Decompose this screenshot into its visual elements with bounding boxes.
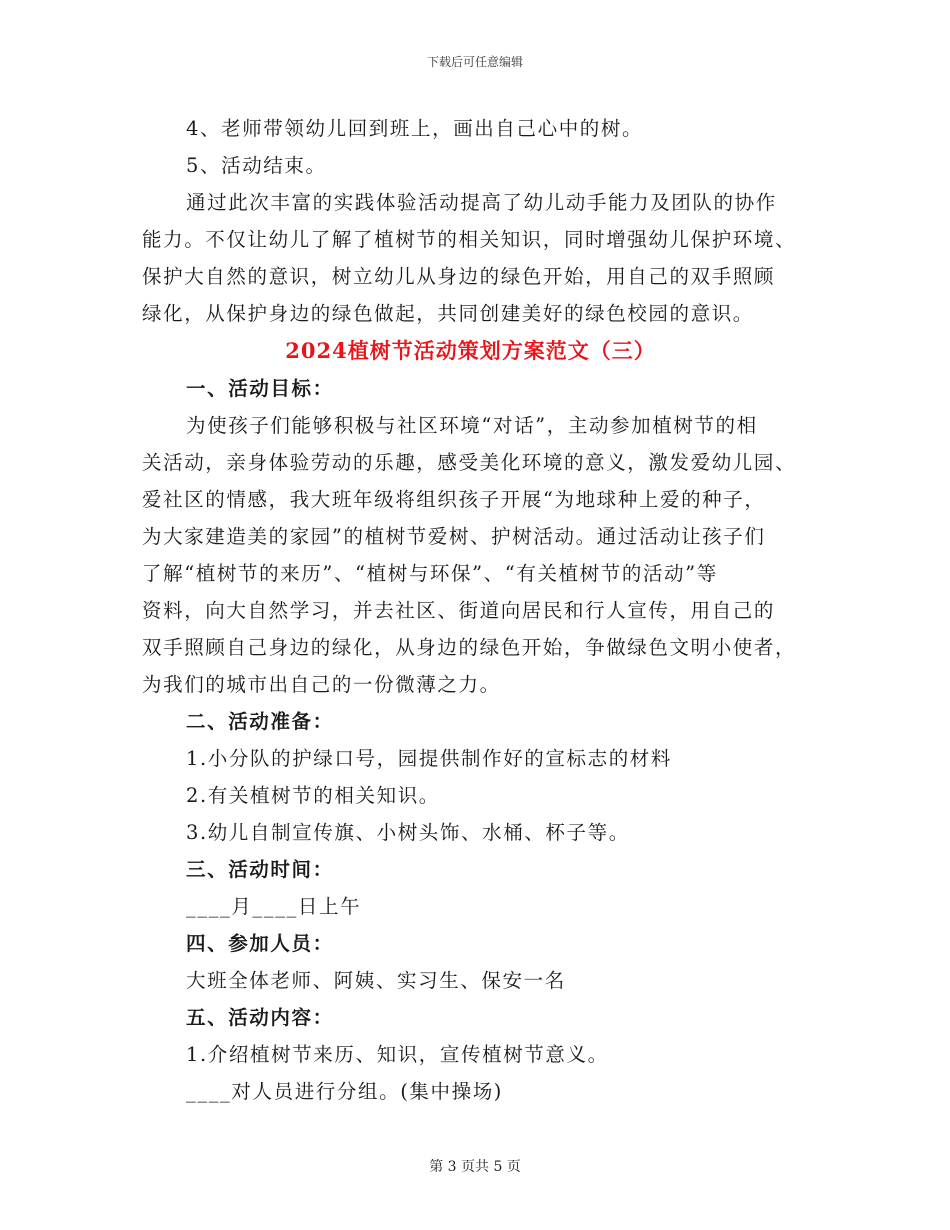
page-number: 第 3 页共 5 页: [429, 1159, 521, 1175]
heading-activity-goals: 一、活动目标：: [186, 377, 334, 400]
activity-time-value: ____月____日上午: [186, 895, 362, 918]
goals-paragraph-line: 双手照顾自己身边的绿化，从身边的绿色开始，争做绿色文明小使者，: [142, 636, 797, 659]
heading-participants: 四、参加人员：: [186, 932, 334, 955]
summary-paragraph-line: 绿化，从保护身边的绿色做起，共同创建美好的绿色校园的意识。: [142, 302, 754, 325]
goals-paragraph-line: 资料，向大自然学习，并去社区、街道向居民和行人宣传，用自己的: [142, 599, 776, 622]
summary-paragraph-line: 能力。不仅让幼儿了解了植树节的相关知识，同时增强幼儿保护环境、: [142, 228, 797, 251]
participants-value: 大班全体老师、阿姨、实习生、保安一名: [186, 969, 566, 992]
preparation-item: 3.幼儿自制宣传旗、小树头饰、水桶、杯子等。: [186, 821, 630, 844]
goals-paragraph-line: 为我们的城市出自己的一份微薄之力。: [142, 673, 501, 696]
summary-paragraph-line: 通过此次丰富的实践体验活动提高了幼儿动手能力及团队的协作: [186, 191, 777, 214]
content-item: ____对人员进行分组。(集中操场): [186, 1080, 504, 1103]
preparation-item: 1.小分队的护绿口号，园提供制作好的宣标志的材料: [186, 747, 673, 770]
goals-paragraph-line: 为使孩子们能够积极与社区环境“对话”，主动参加植树节的相: [186, 414, 758, 437]
header-note: 下载后可任意编辑: [426, 55, 523, 69]
summary-paragraph-line: 保护大自然的意识，树立幼儿从身边的绿色开始，用自己的双手照顾: [142, 265, 776, 288]
document-body: [142, 110, 802, 1110]
goals-paragraph-line: 爱社区的情感，我大班年级将组织孩子开展“为地球种上爱的种子，: [142, 488, 766, 511]
heading-activity-time: 三、活动时间：: [186, 858, 334, 881]
step-5-text: 5、活动结束。: [186, 154, 327, 177]
step-4-text: 4、老师带领幼儿回到班上，画出自己心中的树。: [186, 117, 644, 140]
content-item: 1.介绍植树节来历、知识，宣传植树节意义。: [186, 1043, 609, 1066]
goals-paragraph-line: 了解“植树节的来历”、“植树与环保”、“有关植树节的活动”等: [142, 562, 718, 585]
goals-paragraph-line: 关活动，亲身体验劳动的乐趣，感受美化环境的意义，激发爱幼儿园、: [142, 451, 797, 474]
goals-paragraph-line: 为大家建造美的家园”的植树节爱树、护树活动。通过活动让孩子们: [142, 525, 766, 548]
preparation-item: 2.有关植树节的相关知识。: [186, 784, 440, 807]
heading-activity-preparation: 二、活动准备：: [186, 710, 334, 733]
heading-activity-content: 五、活动内容：: [186, 1006, 334, 1029]
section-title: 2024植树节活动策划方案范文（三）: [285, 338, 656, 363]
